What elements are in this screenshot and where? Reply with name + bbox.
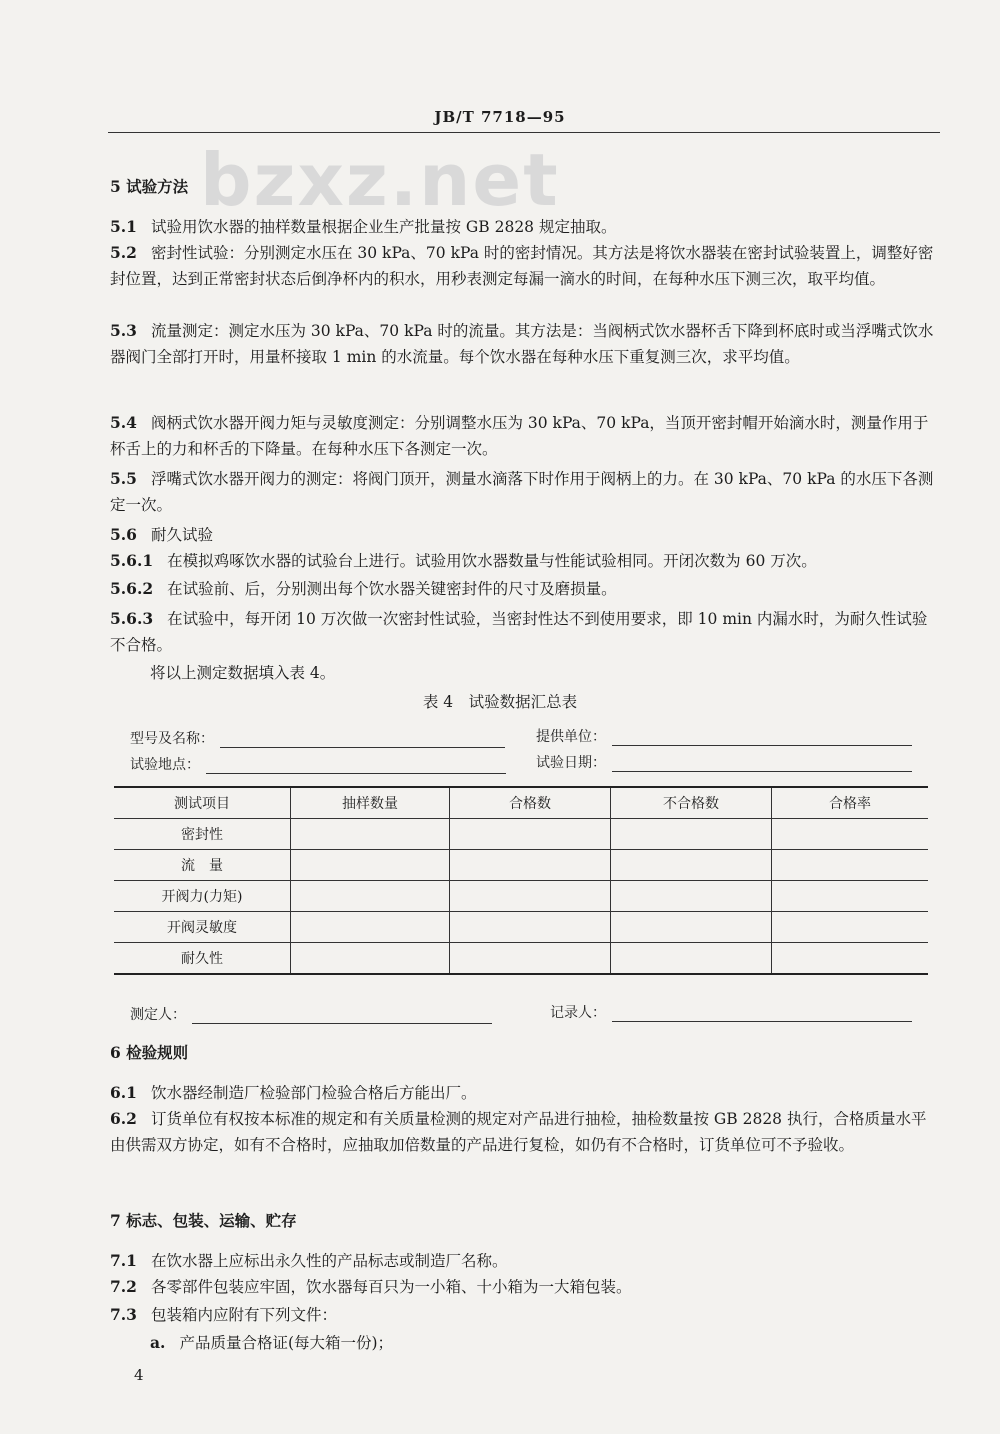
- empty-cell[interactable]: [291, 881, 450, 912]
- clause-text: 订货单位有权按本标准的规定和有关质量检测的规定对产品进行抽检，抽检数量按 GB 2828 执行，合格质量水平由供需双方协定，如有不合格时，应抽取加倍数量的产品进行复检，如仍有不合格时，订货单位可不予验收。: [110, 1110, 927, 1154]
- header-rule: [108, 132, 940, 133]
- item-marker: a.: [150, 1333, 166, 1352]
- clause-number: 7.2: [110, 1277, 137, 1296]
- clause-number: 7.3: [110, 1305, 137, 1324]
- supplier-blank[interactable]: [612, 745, 912, 746]
- clause-text: 饮水器经制造厂检验部门检验合格后方能出厂。: [150, 1084, 477, 1102]
- date-field: [536, 752, 912, 772]
- empty-cell[interactable]: [611, 819, 772, 850]
- empty-cell[interactable]: [611, 943, 772, 975]
- place-label: 试验地点：: [130, 757, 200, 773]
- empty-cell[interactable]: [611, 912, 772, 943]
- row-label: 开阀灵敏度: [114, 912, 291, 943]
- clause-text: 在试验中，每开闭 10 万次做一次密封性试验，当密封性达不到使用要求，即 10 min 内漏水时，为耐久性试验不合格。: [110, 610, 928, 654]
- empty-cell[interactable]: [772, 881, 929, 912]
- clause-number: 5.6.3: [110, 609, 154, 628]
- clause-7-2: [110, 1274, 940, 1300]
- clause-number: 6.2: [110, 1109, 137, 1128]
- clause-number: 5.5: [110, 469, 137, 488]
- table-row: [114, 943, 928, 975]
- empty-cell[interactable]: [772, 943, 929, 975]
- recorder-field: [550, 1002, 912, 1022]
- clause-text: 阀柄式饮水器开阀力矩与灵敏度测定：分别调整水压为 30 kPa、70 kPa，当顶开密封帽开始滴水时，测量作用于杯舌上的力和杯舌的下降量。在每种水压下各测定一次。: [110, 414, 929, 458]
- clause-number: 7.1: [110, 1251, 137, 1270]
- empty-cell[interactable]: [772, 850, 929, 881]
- item-text: 产品质量合格证(每大箱一份)；: [179, 1334, 394, 1352]
- clause-5-4: [110, 410, 940, 462]
- empty-cell[interactable]: [772, 912, 929, 943]
- clause-text: 浮嘴式饮水器开阀力的测定：将阀门顶开，测量水滴落下时作用于阀柄上的力。在 30 kPa、70 kPa 的水压下各测定一次。: [110, 470, 934, 514]
- header-cell: 抽样数量: [291, 787, 450, 819]
- empty-cell[interactable]: [291, 819, 450, 850]
- table-header-row: [114, 787, 928, 819]
- date-blank[interactable]: [612, 771, 912, 772]
- clause-text: 包装箱内应附有下列文件：: [150, 1306, 337, 1324]
- model-field: [130, 728, 505, 748]
- clause-text: 耐久试验: [150, 526, 213, 544]
- clause-5-2: [110, 240, 940, 292]
- recorder-label: 记录人：: [550, 1005, 606, 1021]
- clause-number: 5.2: [110, 243, 137, 262]
- empty-cell[interactable]: [450, 850, 611, 881]
- section-7-title: 7 标志、包装、运输、贮存: [110, 1211, 297, 1230]
- empty-cell[interactable]: [291, 850, 450, 881]
- section-5-title: 5 试验方法: [110, 177, 189, 196]
- watermark: bzxz.net: [200, 138, 560, 222]
- empty-cell[interactable]: [611, 881, 772, 912]
- table-row: [114, 850, 928, 881]
- tester-blank[interactable]: [192, 1023, 492, 1024]
- clause-number: 5.6: [110, 525, 137, 544]
- model-label: 型号及名称：: [130, 731, 214, 747]
- header-cell: 合格率: [772, 787, 929, 819]
- table-row: [114, 912, 928, 943]
- fill-note: 将以上测定数据填入表 4。: [150, 664, 336, 682]
- clause-number: 5.1: [110, 217, 137, 236]
- list-item-a: [110, 1330, 940, 1356]
- model-blank[interactable]: [220, 747, 505, 748]
- clause-5-6: [110, 522, 940, 548]
- clause-text: 流量测定：测定水压为 30 kPa、70 kPa 时的流量。其方法是：当阀柄式饮水器杯舌下降到杯底时或当浮嘴式饮水器阀门全部打开时，用量杯接取 1 min 的水流量。每个饮水器在每种水压下重复测三次，求平均值。: [110, 322, 934, 366]
- empty-cell[interactable]: [450, 819, 611, 850]
- empty-cell[interactable]: [450, 881, 611, 912]
- place-field: [130, 754, 506, 774]
- recorder-blank[interactable]: [612, 1021, 912, 1022]
- empty-cell[interactable]: [611, 850, 772, 881]
- table-row: [114, 819, 928, 850]
- place-blank[interactable]: [206, 773, 506, 774]
- header-cell: 测试项目: [114, 787, 291, 819]
- clause-5-6-1: [110, 548, 940, 574]
- clause-number: 5.3: [110, 321, 137, 340]
- clause-6-1: [110, 1080, 940, 1106]
- clause-number: 5.6.2: [110, 579, 154, 598]
- clause-5-1: [110, 214, 940, 240]
- clause-number: 5.4: [110, 413, 137, 432]
- clause-number: 5.6.1: [110, 551, 154, 570]
- tester-field: [130, 1004, 492, 1024]
- row-label: 流 量: [114, 850, 291, 881]
- supplier-label: 提供单位：: [536, 729, 606, 745]
- header-cell: 不合格数: [611, 787, 772, 819]
- empty-cell[interactable]: [450, 943, 611, 975]
- header-cell: 合格数: [450, 787, 611, 819]
- row-label: 密封性: [114, 819, 291, 850]
- empty-cell[interactable]: [291, 943, 450, 975]
- tester-label: 测定人：: [130, 1007, 186, 1023]
- clause-text: 在饮水器上应标出永久性的产品标志或制造厂名称。: [150, 1252, 508, 1270]
- empty-cell[interactable]: [450, 912, 611, 943]
- date-label: 试验日期：: [536, 755, 606, 771]
- clause-text: 在模拟鸡啄饮水器的试验台上进行。试验用饮水器数量与性能试验相同。开闭次数为 60 万次。: [167, 552, 817, 570]
- clause-text: 密封性试验：分别测定水压在 30 kPa、70 kPa 时的密封情况。其方法是将饮水器装在密封试验装置上，调整好密封位置，达到正常密封状态后倒净杯内的积水，用秒表测定每漏一滴水的时间，在每种水压下测三次，取平均值。: [110, 244, 934, 288]
- clause-7-3: [110, 1302, 940, 1328]
- clause-7-1: [110, 1248, 940, 1274]
- clause-text: 各零部件包装应牢固，饮水器每百只为一小箱、十小箱为一大箱包装。: [150, 1278, 632, 1296]
- row-label: 开阀力(力矩): [114, 881, 291, 912]
- table-caption: 表 4 试验数据汇总表: [422, 693, 578, 711]
- clause-text: 在试验前、后，分别测出每个饮水器关键密封件的尺寸及磨损量。: [167, 580, 617, 598]
- test-data-table: [114, 786, 928, 975]
- clause-6-2: [110, 1106, 940, 1158]
- clause-5-5: [110, 466, 940, 518]
- table-row: [114, 881, 928, 912]
- standard-header: JB/T 7718—95: [434, 108, 566, 126]
- clause-5-6-2: [110, 576, 940, 602]
- supplier-field: [536, 726, 912, 746]
- page-number: 4: [134, 1366, 144, 1384]
- empty-cell[interactable]: [772, 819, 929, 850]
- clause-text: 试验用饮水器的抽样数量根据企业生产批量按 GB 2828 规定抽取。: [150, 218, 617, 236]
- clause-5-3: [110, 318, 940, 370]
- section-6-title: 6 检验规则: [110, 1043, 189, 1062]
- clause-5-6-3: [110, 606, 940, 658]
- clause-number: 6.1: [110, 1083, 137, 1102]
- empty-cell[interactable]: [291, 912, 450, 943]
- row-label: 耐久性: [114, 943, 291, 975]
